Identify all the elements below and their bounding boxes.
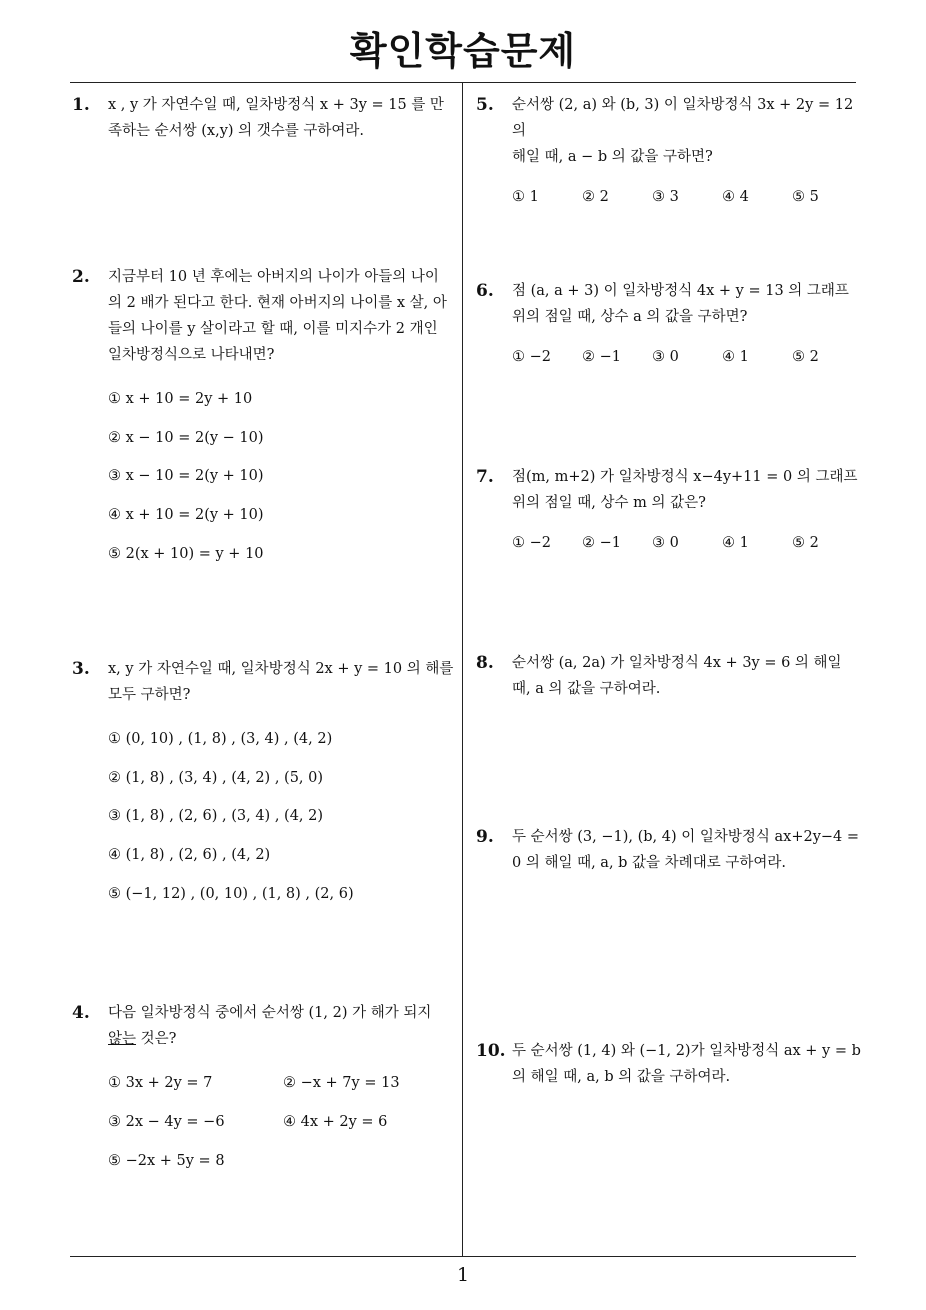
- question-3: [72, 656, 456, 919]
- bottom-rule: [70, 1256, 856, 1257]
- option-3[interactable]: ③ 3: [652, 189, 679, 205]
- option-2[interactable]: ② −1: [582, 349, 621, 365]
- option-4[interactable]: ④ (1, 8) , (2, 6) , (4, 2): [108, 847, 271, 864]
- question-8: [476, 650, 866, 702]
- underlined-word: 않는: [108, 1031, 137, 1047]
- question-number: 7.: [476, 467, 494, 487]
- option-4[interactable]: ④ 4x + 2y = 6: [283, 1114, 388, 1130]
- option-3[interactable]: ③ 0: [652, 535, 679, 551]
- answer-options: [512, 344, 866, 370]
- option-1[interactable]: ① −2: [512, 349, 551, 365]
- question-10: [476, 1038, 866, 1090]
- option-4[interactable]: ④ 1: [722, 535, 749, 551]
- option-3[interactable]: ③ (1, 8) , (2, 6) , (3, 4) , (4, 2): [108, 808, 324, 825]
- page-number: 1: [456, 1264, 470, 1286]
- question-number: 10.: [476, 1041, 506, 1061]
- option-2[interactable]: ② 2: [582, 189, 609, 205]
- question-number: 8.: [476, 653, 494, 673]
- top-rule: [70, 82, 856, 83]
- answer-options: [108, 386, 456, 579]
- question-stem: 순서쌍 (a, 2a) 가 일차방정식 4x + 3y = 6 의 해일 때, a 의 값을 구하여라.: [512, 655, 842, 697]
- question-number: 1.: [72, 95, 90, 115]
- option-4[interactable]: ④ 1: [722, 349, 749, 365]
- question-1: [72, 92, 456, 144]
- page-title: 확인학습문제: [349, 29, 577, 73]
- column-divider: [462, 82, 463, 1257]
- question-stem: 점 (a, a + 3) 이 일차방정식 4x + y = 13 의 그래프 위의 점일 때, 상수 a 의 값을 구하면?: [512, 283, 849, 325]
- option-3[interactable]: ③ 0: [652, 349, 679, 365]
- question-stem: 지금부터 10 년 후에는 아버지의 나이가 아들의 나이 의 2 배가 된다고 한다. 현재 아버지의 나이를 x 살, 아 들의 나이를 y 살이라고 할 때, 이를 미지수가 2 개인 일차방정식으로 나타내면?: [108, 269, 447, 363]
- question-stem: 두 순서쌍 (3, −1), (b, 4) 이 일차방정식 ax+2y−4 = 0 의 해일 때, a, b 값을 차례대로 구하여라.: [512, 829, 860, 871]
- option-1[interactable]: ① −2: [512, 535, 551, 551]
- option-2[interactable]: ② x − 10 = 2(y − 10): [108, 429, 264, 446]
- option-3[interactable]: ③ 2x − 4y = −6: [108, 1114, 225, 1130]
- option-1[interactable]: ① 3x + 2y = 7: [108, 1075, 213, 1091]
- option-5[interactable]: ⑤ 5: [792, 189, 819, 205]
- question-number: 3.: [72, 659, 90, 679]
- option-5[interactable]: ⑤ (−1, 12) , (0, 10) , (1, 8) , (2, 6): [108, 885, 354, 902]
- question-6: [476, 278, 866, 370]
- question-number: 4.: [72, 1003, 90, 1023]
- question-stem: 순서쌍 (2, a) 와 (b, 3) 이 일차방정식 3x + 2y = 12 의 해일 때, a − b 의 값을 구하면?: [512, 97, 854, 165]
- answer-options: [512, 530, 866, 556]
- option-1[interactable]: ① (0, 10) , (1, 8) , (3, 4) , (4, 2): [108, 731, 333, 747]
- question-number: 6.: [476, 281, 494, 301]
- option-5[interactable]: ⑤ 2: [792, 535, 819, 551]
- answer-options: [512, 184, 866, 210]
- option-4[interactable]: ④ x + 10 = 2(y + 10): [108, 507, 264, 524]
- question-number: 9.: [476, 827, 494, 847]
- question-2: [72, 264, 456, 579]
- option-1[interactable]: ① 1: [512, 189, 539, 205]
- question-stem: 두 순서쌍 (1, 4) 와 (−1, 2)가 일차방정식 ax + y = b 의 해일 때, a, b 의 값을 구하여라.: [512, 1043, 861, 1085]
- option-4[interactable]: ④ 4: [722, 189, 749, 205]
- option-3[interactable]: ③ x − 10 = 2(y + 10): [108, 468, 264, 485]
- question-number: 5.: [476, 95, 494, 115]
- question-9: [476, 824, 866, 876]
- option-2[interactable]: ② −1: [582, 535, 621, 551]
- question-stem: 다음 일차방정식 중에서 순서쌍 (1, 2) 가 해가 되지 않는 것은?: [108, 1005, 432, 1047]
- option-5[interactable]: ⑤ 2: [792, 349, 819, 365]
- question-5: [476, 92, 866, 210]
- option-2[interactable]: ② (1, 8) , (3, 4) , (4, 2) , (5, 0): [108, 769, 324, 786]
- option-1[interactable]: ① x + 10 = 2y + 10: [108, 391, 253, 407]
- question-4: [72, 1000, 456, 1174]
- answer-options: [108, 726, 456, 919]
- answer-options: [108, 1070, 456, 1174]
- option-2[interactable]: ② −x + 7y = 13: [283, 1075, 400, 1091]
- question-7: [476, 464, 866, 556]
- question-number: 2.: [72, 267, 90, 287]
- question-stem: x , y 가 자연수일 때, 일차방정식 x + 3y = 15 를 만 족하는 순서쌍 (x,y) 의 갯수를 구하여라.: [108, 97, 444, 139]
- option-5[interactable]: ⑤ −2x + 5y = 8: [108, 1153, 225, 1169]
- option-5[interactable]: ⑤ 2(x + 10) = y + 10: [108, 545, 264, 562]
- question-stem: x, y 가 자연수일 때, 일차방정식 2x + y = 10 의 해를 모두 구하면?: [108, 661, 454, 703]
- question-stem: 점(m, m+2) 가 일차방정식 x−4y+11 = 0 의 그래프 위의 점일 때, 상수 m 의 값은?: [512, 469, 858, 511]
